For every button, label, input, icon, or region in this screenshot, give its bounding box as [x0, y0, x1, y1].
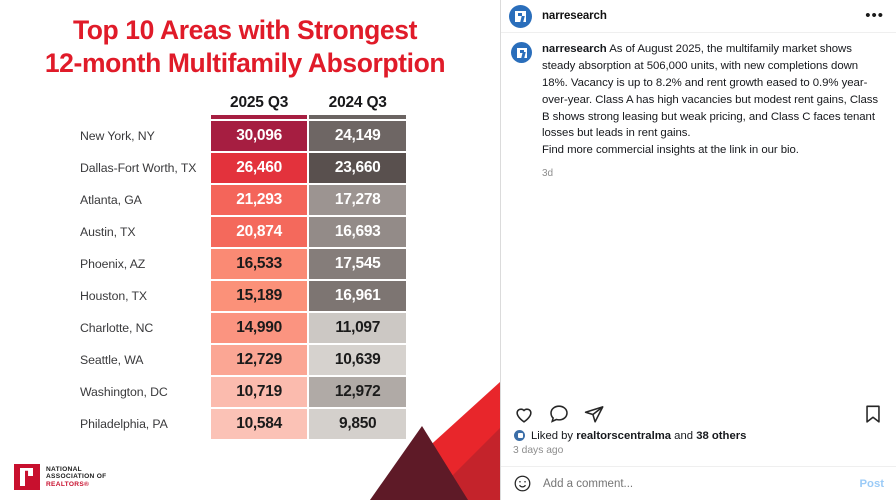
row-area-label: Seattle, WA [80, 352, 144, 367]
row-area-label: Austin, TX [80, 224, 136, 239]
cell-2024q3: 10,639 [309, 345, 406, 375]
row-area-label: New York, NY [80, 128, 155, 143]
row-area-label: Dallas-Fort Worth, TX [80, 160, 197, 175]
table-row [80, 345, 406, 375]
liked-by-prefix: Liked by [531, 429, 577, 442]
caption-text [542, 41, 882, 159]
cell-2025q3: 26,460 [211, 153, 308, 183]
post-date: 3 days ago [513, 445, 564, 456]
caption-row [511, 41, 882, 159]
table-row [80, 281, 406, 311]
more-options-icon[interactable]: ••• [865, 7, 884, 24]
cell-2024q3: 16,961 [309, 281, 406, 311]
row-area-label: Charlotte, NC [80, 320, 154, 335]
like-icon[interactable] [513, 403, 535, 425]
col-header-area [80, 94, 209, 119]
col-header-2024q3: 2024 Q3 [309, 94, 406, 119]
comment-icon[interactable] [548, 403, 570, 425]
caption-avatar[interactable] [511, 42, 532, 63]
header-username[interactable]: narresearch [542, 10, 607, 22]
image-title [0, 14, 490, 81]
bookmark-icon[interactable] [862, 403, 884, 425]
image-title-line2: 12-month Multifamily Absorption [44, 48, 446, 79]
realtor-r-icon [515, 11, 526, 22]
share-icon[interactable] [583, 403, 605, 425]
row-area-label: Phoenix, AZ [80, 256, 146, 271]
table-row [80, 153, 406, 183]
cell-2025q3: 12,729 [211, 345, 308, 375]
cell-2025q3: 15,189 [211, 281, 308, 311]
comment-bar [501, 466, 896, 500]
realtor-r-icon [517, 48, 527, 58]
geometric-decoration [350, 382, 500, 500]
cell-2024q3: 12,972 [309, 377, 406, 407]
caption-body-line2: Find more commercial insights at the link in our bio. [542, 144, 799, 157]
post-header [501, 0, 896, 33]
nar-logo-line2: ASSOCIATION OF [46, 473, 107, 481]
table-row [80, 185, 406, 215]
table-header-row [80, 94, 406, 119]
avatar[interactable] [509, 5, 532, 28]
liked-by-others[interactable]: 38 others [696, 429, 747, 442]
liked-by-text [531, 430, 746, 442]
caption-body: As of August 2025, the multifamily market shows steady absorption at 506,000 units, with new completions down 18%. Vacancy is up to 8.2% and rent growth eased to 0.9% year-over-year. Class A has high vacancies but modest rent gains, Class B shows strong leasing but weak pricing, and Class C faces tenant losses but leads in rent gains. [542, 43, 879, 140]
cell-2025q3: 20,874 [211, 217, 308, 247]
instagram-panel [500, 0, 896, 500]
caption-timestamp: 3d [542, 168, 554, 180]
table-row [80, 313, 406, 343]
emoji-icon[interactable] [513, 474, 532, 493]
liked-by-middle: and [671, 429, 697, 442]
cell-2024q3: 24,149 [309, 121, 406, 151]
liker-username[interactable]: realtorscentralma [576, 429, 672, 442]
caption-area [501, 33, 896, 395]
cell-2025q3: 14,990 [211, 313, 308, 343]
cell-2025q3: 30,096 [211, 121, 308, 151]
post-comment-button[interactable]: Post [859, 477, 884, 490]
nar-logo [14, 464, 107, 490]
cell-2024q3: 16,693 [309, 217, 406, 247]
cell-2024q3: 17,278 [309, 185, 406, 215]
row-area-label: Philadelphia, PA [80, 416, 168, 431]
row-area-label: Washington, DC [80, 384, 168, 399]
image-title-line1: Top 10 Areas with Strongest [72, 15, 418, 45]
col-header-2025q3: 2025 Q3 [211, 94, 308, 119]
liker-avatar [513, 429, 526, 442]
cell-2024q3: 9,850 [309, 409, 406, 439]
action-bar [501, 395, 896, 427]
cell-2025q3: 10,719 [211, 377, 308, 407]
row-area-label: Houston, TX [80, 288, 148, 303]
liked-by-row [501, 427, 896, 442]
nar-logo-line1: NATIONAL [46, 465, 82, 473]
cell-2025q3: 21,293 [211, 185, 308, 215]
table-row [80, 249, 406, 279]
nar-mark-icon [14, 464, 40, 490]
table-row [80, 217, 406, 247]
table-row [80, 121, 406, 151]
cell-2024q3: 17,545 [309, 249, 406, 279]
row-area-label: Atlanta, GA [80, 192, 142, 207]
comment-input[interactable] [543, 478, 849, 490]
cell-2024q3: 23,660 [309, 153, 406, 183]
cell-2025q3: 16,533 [211, 249, 308, 279]
cell-2025q3: 10,584 [211, 409, 308, 439]
nar-logo-line3: REALTORS® [46, 480, 90, 488]
caption-username[interactable]: narresearch [542, 43, 607, 55]
cell-2024q3: 11,097 [309, 313, 406, 343]
